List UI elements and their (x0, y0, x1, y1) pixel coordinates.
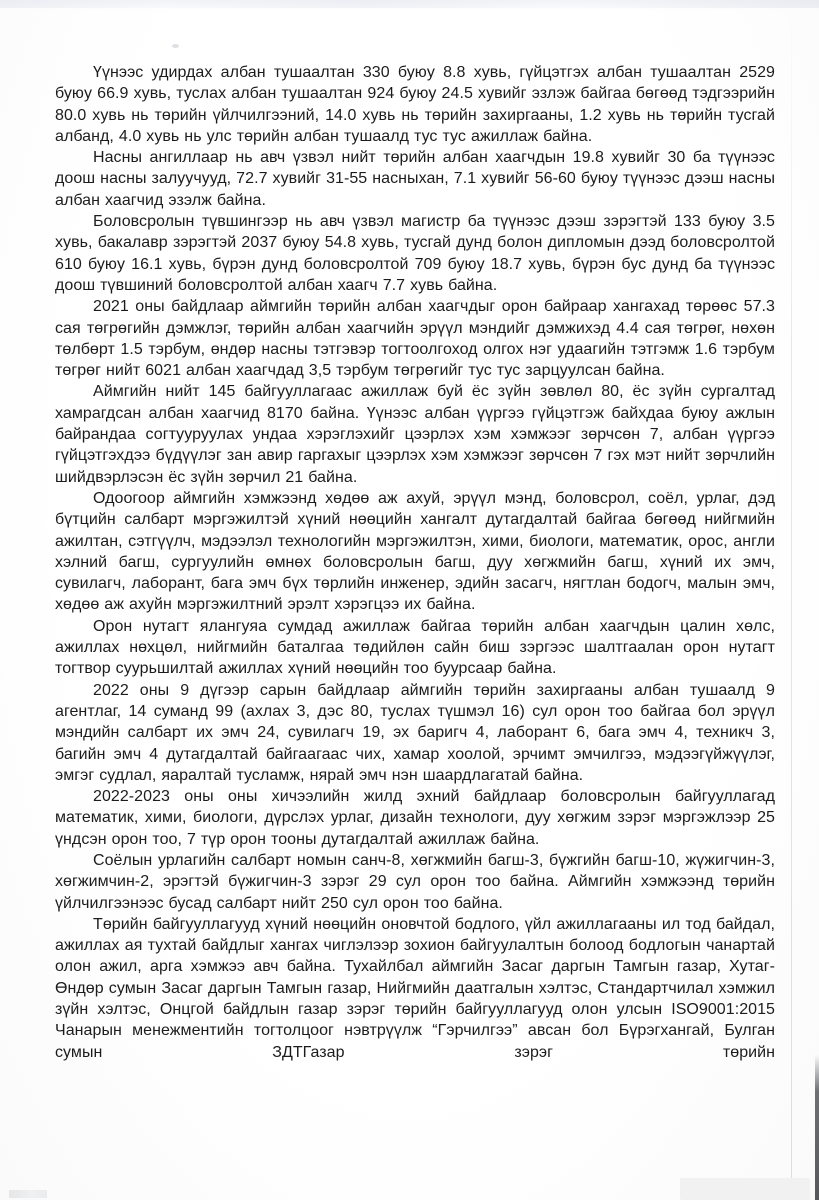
scanner-shadow (680, 1178, 810, 1200)
paragraph-education-levels: Боловсролын түвшингээр нь авч үзвэл магистр ба түүнээс дээш зэрэгтэй 133 буюу 3.5 хувь, бакалавр зэрэгтэй 2037 буюу 54.8 хувь, тусгай дунд болон дипломын дээд боловсролтой 610 буюу 16.1 хувь, бүрэн дунд боловсролтой 709 буюу 18.7 хувь, бүрэн бус дунд ба түүнээс доош түвшиний боловсролтой албан хаагч 7.7 хувь байна. (55, 213, 775, 294)
scan-speck (172, 44, 179, 48)
paragraph-age-groups: Насны ангиллаар нь авч үзвэл нийт төрийн албан хаагчдын 19.8 хувийг 30 ба түүнээс доош насны залуучууд, 72.7 хувийг 31-55 насныхан, 7.1 хувийг 56-60 буюу түүнээс дээш насны албан хаагчид эзэлж байна. (55, 149, 775, 209)
paragraph-iso-certification: Төрийн байгууллагууд хүний нөөцийн оновчтой бодлого, үйл ажиллагааны ил тод байдал, ажиллах ая тухтай байдлыг хангах чиглэлээр зохион байгуулалтын болоод бодлогын чанартай олон ажил, арга хэмжээ авч байна. Тухайлбал аймгийн Засаг даргын Тамгын газар, Хутаг-Өндөр сумын Засаг даргын Тамгын газар, Нийгмийн даатгалын хэлтэс, Стандартчилал хэмжил зүйн хэлтэс, Онцгой байдлын газар зэрэг төрийн байгууллагууд олон улсын ISO9001:2015 Чанарын менежментийн тогтолцоог нэвтрүүлж “Гэрчилгээ” авсан бол Бүрэгхангай, Булган сумын ЗДТГазар зэрэг төрийн (55, 915, 775, 1061)
scan-mark (9, 1190, 47, 1198)
scan-edge-dark-strip (815, 1055, 819, 1200)
paragraph-culture-sector-vacancies: Соёлын урлагийн салбарт номын санч-8, хөгжмийн багш-3, бүжгийн багш-10, жүжигчин-3, хөгжимчин-2, эрэгтэй бүжигчин-3 зэрэг 29 сул орон тоо байна. Аймгийн хэмжээнд төрийн үйлчилгээнээс бусад салбарт нийт 250 сул орон тоо байна. (55, 851, 775, 912)
paragraph-hr-shortage-sectors: Одоогоор аймгийн хэмжээнд хөдөө аж ахуй, эрүүл мэнд, боловсрол, соёл, урлаг, дэд бүтцийн салбарт мэргэжилтэй хүний нөөцийн хангалт дутагдалтай байгаа бөгөөд нийгмийн ажилтан, сэтгүүлч, мэдээлэл технологийн мэргэжилтэн, хими, биологи, математик, орос, англи хэлний багш, сургуулийн өмнөх боловсролын багш, дуу хөгжмийн багш, хүний их эмч, сувилагч, лаборант, бага эмч бүх төрлийн инженер, эдийн засагч, нягтлан бодогч, малын эмч, хөдөө аж ахуйн мэргэжилтний эрэлт хэрэгцээ их байна. (55, 489, 775, 614)
document-text-block (55, 62, 775, 1063)
paragraph-ethics-councils: Аймгийн нийт 145 байгууллагаас ажиллаж буй ёс зүйн зөвлөл 80, ёс зүйн сургалтад хамрагдсан албан хаагчид 8170 байна. Үүнээс албан үүргээ гүйцэтгэж байхдаа буюу ажлын байрандаа согтууруулах ундаа хэрэглэхийг цээрлэх хэм хэмжээг зөрчсөн 7, албан үүргээ гүйцэтгэхдээ бүдүүлэг зан авир гаргахыг цээрлэх хэм хэмжээг зөрчсөн 7 гэх мэт нийт зөрчлийн шийдвэрлэсэн ёс зүйн зөрчил 21 байна. (55, 383, 775, 486)
paragraph-staff-categories: Үүнээс удирдах албан тушаалтан 330 буюу 8.8 хувь, гүйцэтгэх албан тушаалтан 2529 буюу 66.9 хувь, туслах албан тушаалтан 924 буюу 24.5 хувийг эзлэж байгаа бөгөөд тэдгээрийн 80.0 хувь нь төрийн үйлчилгээний, 14.0 хувь нь төрийн захиргааны, 1.2 хувь нь төрийн тусгай албанд, 4.0 хувь нь улс төрийн албан тушаалд тус тус ажиллаж байна. (55, 64, 775, 145)
scan-noise-top-edge (0, 0, 819, 8)
paragraph-2022-vacancies: 2022 оны 9 дүгээр сарын байдлаар аймгийн төрийн захиргааны албан тушаалд 9 агентлаг, 14 суманд 99 (ахлах 3, дэс 80, туслах түшмэл 16) сул орон тоо байгаа бол эрүүл мэндийн салбарт их эмч 24, сувилагч 19, эх баригч 4, лаборант 6, бага эмч 4, техникч 3, багийн эмч 4 дутагдалтай байгаагаас чих, хамар хоолой, эрчимт эмчилгээ, мэдээгүйжүүлэг, эмгэг судлал, яаралтай тусламж, нярай эмч нэн шаардлагатай байна. (55, 681, 775, 784)
scan-edge-line (791, 0, 792, 1200)
paragraph-2021-spending: 2021 оны байдлаар аймгийн төрийн албан хаагчдыг орон байраар хангахад төрөөс 57.3 сая төгрөгийн дэмжлэг, төрийн албан хаагчийн эрүүл мэндийг дэмжихэд 4.4 сая төгрөг, нөхөн төлбөрт 1.5 тэрбум, өндөр насны тэтгэвэр тогтоолгоход олгох нэг удаагийн тэтгэмж 1.6 тэрбум төгрөг нийт 6021 албан хаагчдад 3,5 тэрбум төгрөгийг тус тус зарцуулсан байна. (55, 298, 775, 380)
paragraph-local-retention: Орон нутагт ялангуяа сумдад ажиллаж байгаа төрийн албан хаагчдын цалин хөлс, ажиллах нөхцөл, нийгмийн баталгаа төдийлөн сайн биш зэргээс шалтгаалан орон нутагт тогтвор суурьшилтай ажиллах хүний нөөцийн тоо буурсаар байна. (55, 617, 775, 678)
paragraph-2022-2023-school-year: 2022-2023 оны оны хичээлийн жилд эхний байдлаар боловсролын байгууллагад математик, хими, биологи, дүрслэх урлаг, дизайн технологи, дуу хөгжим зэрэг мэргэжлээр 25 үндсэн орон тоо, 7 түр орон тооны дутагдалтай ажиллаж байна. (55, 788, 775, 848)
